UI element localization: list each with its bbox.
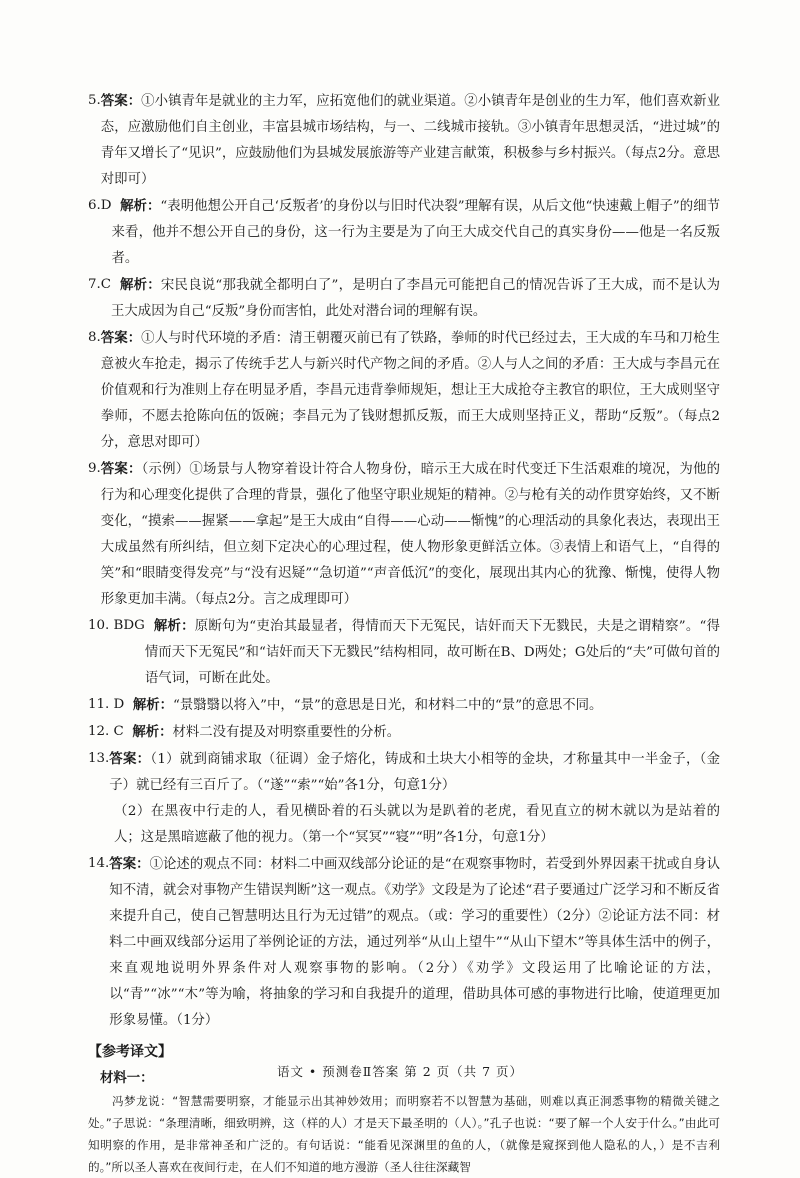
item-number: 14. <box>88 856 110 871</box>
answer-item-14 <box>88 851 720 1034</box>
answer-item-6 <box>88 193 720 272</box>
item-text: ①人与时代环境的矛盾：清王朝覆灭前已有了铁路，拳师的时代已经过去，王大成的车马和刀枪生意被火车抢走，揭示了传统手艺人与新兴时代产物之间的矛盾。②人与人之间的矛盾：王大成与李昌元在价值观和行为准则上存在明显矛盾，李昌元违背拳师规矩，想让王大成抢夺主教官的职位，王大成则坚守拳师，不愿去抢陈向伍的饭碗；李昌元为了钱财想抓反叛，而王大成则坚持正义，帮助“反叛”。（每点2分，意思对即可） <box>100 331 720 450</box>
answer-item-12 <box>88 719 720 746</box>
item-number: 8. <box>88 330 101 345</box>
item-text: （示例）①场景与人物穿着设计符合人物身份，暗示王大成在时代变迁下生活艰难的境况，为他的行为和心理变化提供了合理的背景，强化了他坚守职业规矩的精神。②与枪有关的动作贯穿始终，又不断变化，“摸索——握紧——拿起”是王大成由“自得——心动——惭愧”的心理活动的具象化表达，表现出王大成虽然有所纠结，但立刻下定决心的心理过程，使人物形象更鲜活立体。③表情上和语气上，“自得的笑”和“眼睛变得发亮”与“没有迟疑”“急切道”“声音低沉”的变化，展现出其内心的犹豫、惭愧，使得人物形象更加丰满。（每点2分。言之成理即可） <box>100 462 721 607</box>
answer-13-part-2: （2）在黑夜中行走的人，看见横卧着的石头就以为是趴着的老虎，看见直立的树木就以为是站着的人；这是黑暗遮蔽了他的视力。（第一个“冥冥”“寝”“明”各1分，句意1分） <box>114 804 720 845</box>
answer-item-13 <box>88 746 720 799</box>
item-number: 10. BDG <box>88 618 145 633</box>
answer-item-11 <box>88 692 720 719</box>
item-text: 原断句为“吏治其最显者，得情而天下无冤民，诘奸而天下无戮民，夫是之谓精察”。“得情而天下无冤民”和“诘奸而天下无戮民”结构相同，故可断在B、D两处；G处后的“夫”可做句首的语气词，可断在此处。 <box>144 619 720 686</box>
item-number: 13. <box>88 751 110 766</box>
item-label: 答案： <box>109 751 151 767</box>
item-text: “表明他想公开自己‘反叛者’的身份以与旧时代决裂”理解有误，从后文他“快速戴上帽子”的细节来看，他并不想公开自己的身份，这一行为主要是为了向王大成交代自己的真实身份——他是一名反叛者。 <box>111 199 721 266</box>
answer-content <box>88 88 720 1178</box>
item-number: 12. C <box>88 724 124 739</box>
item-label: 解析： <box>120 198 161 214</box>
item-label: 答案： <box>100 93 142 109</box>
item-text: ①小镇青年是就业的主力军，应拓宽他们的就业渠道。②小镇青年是创业的生力军，他们喜欢新业态，应激励他们自主创业，丰富县城市场结构，与一、二线城市接轨。③小镇青年思想灵活，“进过城”的青年又增长了“见识”，应鼓励他们为县城发展旅游等产业建言献策，积极参与乡村振兴。（每点2分。意思对即可） <box>100 94 720 187</box>
item-text: 宋民良说“那我就全都明白了”，是明白了李昌元可能把自己的情况告诉了王大成，而不是认为王大成因为自己“反叛”身份而害怕，此处对潜台词的理解有误。 <box>111 278 720 319</box>
item-number: 5. <box>88 93 101 108</box>
item-label: 解析： <box>132 724 173 740</box>
item-text: “景翳翳以将入”中，“景”的意思是日光，和材料二中的“景”的意思不同。 <box>172 698 603 713</box>
answer-item-7 <box>88 272 720 325</box>
item-text: 材料二没有提及对明察重要性的分析。 <box>172 725 401 740</box>
answer-item-10 <box>88 613 720 692</box>
translation-text: 冯梦龙说：“智慧需要明察，才能显示出其神妙效用；而明察若不以智慧为基础，则难以真正洞悉事物的精微关键之处。”子思说：“条理清晰，细致明辨，这（样的人）才是天下最圣明的（人）。”孔子也说：“要了解一个人安于什么。”由此可知明察的作用，是非常神圣和广泛的。有句话说：“能看见深渊里的鱼的人，（就像是窥探到他人隐私的人，）是不吉利的。”所以圣人喜欢在夜间行走，在人们不知道的地方漫游（圣人往往深藏智 <box>88 1094 720 1174</box>
item-text: ①论述的观点不同：材料二中画双线部分论证的是“在观察事物时，若受到外界因素干扰或自身认知不清，就会对事物产生错误判断”这一观点。《劝学》文段是为了论述“君子要通过广泛学习和不断反省来提升自己，使自己智慧明达且行为无过错”的观点。（或：学习的重要性）（2分）②论证方法不同：材料二中画双线部分运用了举例论证的方法，通过列举“从山上望牛”“从山下望木”等具体生活中的例子，来直观地说明外界条件对人观察事物的影响。（2分）《劝学》文段运用了比喻论证的方法，以“青”“冰”“木”等为喻，将抽象的学习和自我提升的道理，借助具体可感的事物进行比喻，使道理更加形象易懂。（1分） <box>109 857 721 1028</box>
item-number: 6.D <box>88 198 112 213</box>
item-label: 答案： <box>100 330 142 346</box>
item-number: 9. <box>88 461 101 476</box>
item-label: 解析： <box>120 277 161 293</box>
page-footer: 语文 • 预测卷Ⅱ答案 第 2 页（共 7 页） <box>276 1064 524 1079</box>
answer-item-9 <box>88 456 720 613</box>
answer-item-8 <box>88 325 720 456</box>
item-number: 7.C <box>88 277 112 292</box>
translation-heading: 【参考译文】 <box>88 1044 172 1060</box>
item-number: 11. D <box>88 697 125 712</box>
item-label: 解析： <box>132 697 173 713</box>
material-label: 材料一： <box>100 1070 154 1086</box>
item-label: 答案： <box>100 461 142 477</box>
answer-item-5 <box>88 88 720 193</box>
item-label: 解析： <box>153 618 195 634</box>
item-text: （1）就到商铺求取（征调）金子熔化，铸成和土块大小相等的金块，才称量其中一半金子，（金子）就已经有三百斤了。（“遂”“索”“始”各1分，句意1分） <box>109 752 720 793</box>
item-label: 答案： <box>109 856 150 872</box>
